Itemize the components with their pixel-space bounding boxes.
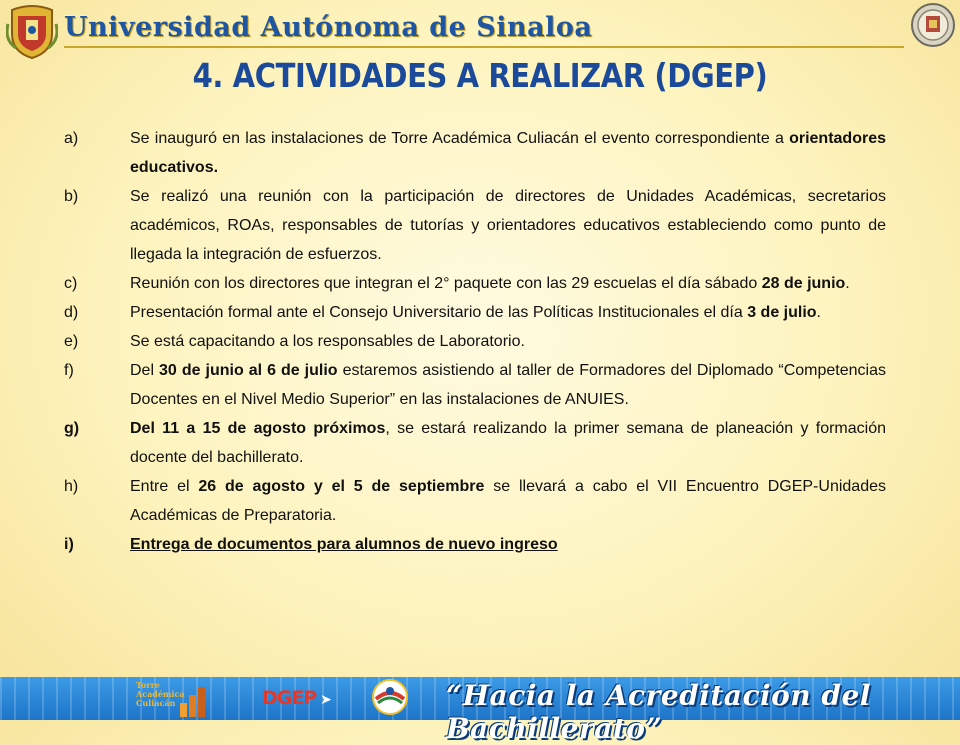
activity-label: d) (64, 304, 79, 321)
activity-text (130, 269, 886, 298)
activity-text-part: 30 de junio al 6 de julio (159, 362, 338, 379)
activity-label: b) (64, 188, 79, 205)
torre-academica-logo (136, 679, 216, 719)
activity-text-part: Reunión con los directores que integran el 2° paquete con las 29 escuelas el día sábado (130, 275, 762, 292)
activity-label: a) (64, 130, 79, 147)
activity-text (130, 124, 886, 182)
activity-label: f) (64, 362, 74, 379)
activity-text-part: Del 11 a 15 de agosto próximos (130, 420, 386, 437)
university-seal-icon (910, 2, 956, 48)
activity-text-part: 26 de agosto y el 5 de septiembre (198, 478, 485, 495)
activity-text-part: Del (130, 362, 160, 379)
activity-text-part: se llevará a cabo el VII Encuentro DGEP-Unidades Académicas de Preparatoria. (130, 478, 886, 524)
activity-text-part: orientadores educativos. (130, 130, 886, 176)
torre-line: Académica (136, 689, 185, 699)
activity-label: h) (64, 478, 79, 495)
activity-label: e) (64, 333, 79, 350)
activity-item (64, 472, 886, 530)
activity-text-part: Entrega de documentos para alumnos de nuevo ingreso (130, 536, 558, 553)
activity-text (130, 327, 886, 356)
activity-text (130, 414, 886, 472)
torre-line: Torre (136, 680, 160, 690)
bar-building-icon (180, 685, 210, 717)
activity-item (64, 327, 886, 356)
activity-item (64, 530, 886, 559)
activity-item (64, 124, 886, 182)
torre-academica-text (136, 681, 185, 708)
activity-item (64, 414, 886, 472)
activity-text-part: 28 de junio (761, 275, 846, 292)
activity-list (64, 124, 886, 559)
activity-text-part: estaremos asistiendo al taller de Formadores del Diplomado “Competencias Docentes en el Nivel Medio Superior” en las instalaciones de ANUIES. (130, 362, 887, 408)
activity-text-part: Se está capacitando a los responsables de Laboratorio. (130, 333, 525, 350)
activity-text (130, 298, 886, 327)
dgep-logo (262, 687, 331, 709)
header (0, 0, 960, 60)
activity-text (130, 530, 886, 559)
activity-text-part: , se estará realizando la primer semana de planeación y formación docente del bachillerato. (130, 420, 887, 466)
activity-item (64, 356, 886, 414)
footer-banner (0, 677, 960, 745)
activity-text (130, 356, 886, 414)
activity-text-part: Entre el (130, 478, 199, 495)
activity-text-part: Se inauguró en las instalaciones de Torre Académica Culiacán el evento correspondiente a (130, 130, 790, 147)
activity-label: g) (64, 420, 80, 437)
activity-text-part: Presentación formal ante el Consejo Universitario de las Políticas Institucionales el día (130, 304, 748, 321)
activity-item (64, 182, 886, 269)
activity-text (130, 182, 886, 269)
activity-item (64, 269, 886, 298)
dgep-swoosh-icon: ➤ (316, 692, 331, 708)
activity-label: c) (64, 275, 78, 292)
torre-line: Culiacán (136, 698, 176, 708)
activity-text (130, 472, 886, 530)
activity-text-part: . (845, 275, 850, 292)
uas-shield-emblem-icon (6, 4, 58, 60)
activity-label: i) (64, 536, 74, 553)
university-name: Universidad Autónoma de Sinaloa (64, 12, 593, 43)
activity-text-part: . (816, 304, 821, 321)
dgep-circular-emblem-icon (372, 679, 408, 715)
dgep-text: DGEP (262, 687, 317, 709)
slide-title: 4. ACTIVIDADES A REALIZAR (DGEP) (192, 56, 768, 95)
header-divider (64, 46, 904, 48)
activity-text-part: Se realizó una reunión con la participación de directores de Unidades Académicas, secretarios académicos, ROAs, responsables de tutorías y orientadores educativos estableciendo como punto de llegada la integración de esfuerzos. (130, 188, 886, 263)
activity-item (64, 298, 886, 327)
activity-text-part: 3 de julio (747, 304, 817, 321)
slogan: “Hacia la Acreditación del Bachillerato” (446, 679, 871, 745)
